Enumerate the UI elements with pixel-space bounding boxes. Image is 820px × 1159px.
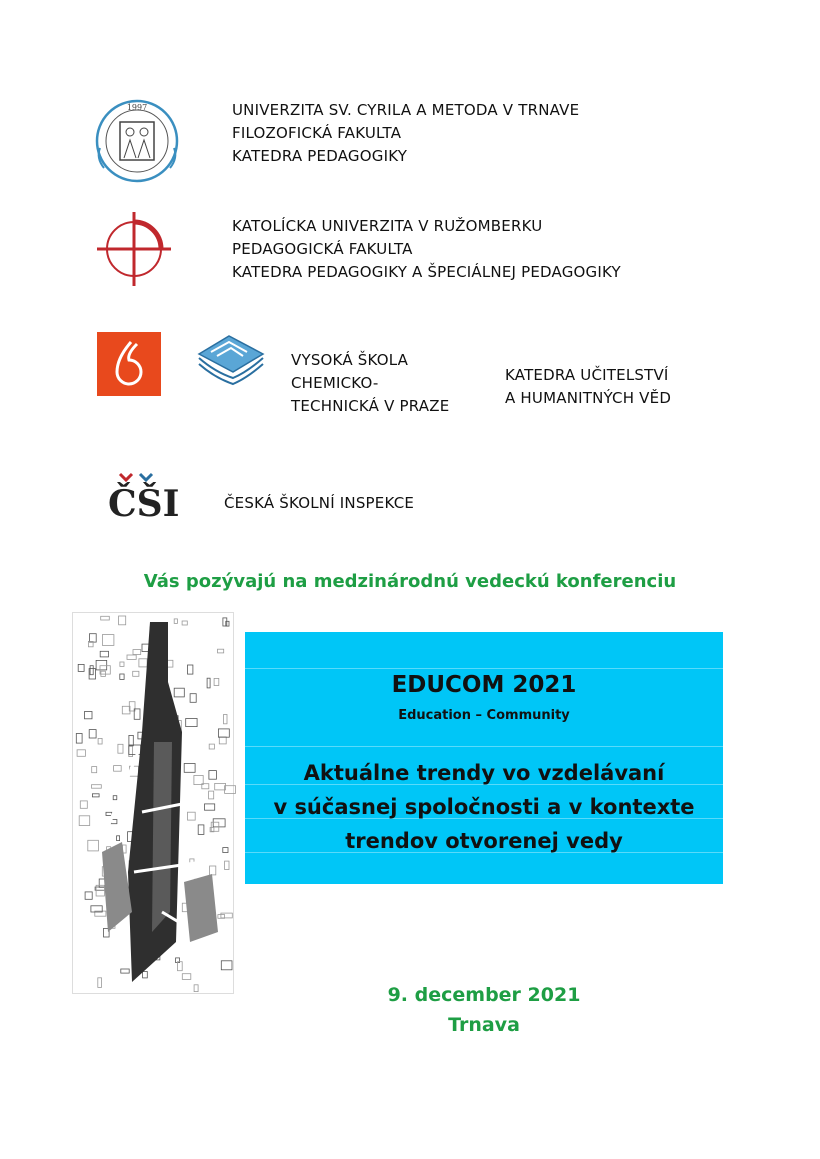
csi-logo-text: ČŠI xyxy=(108,483,180,525)
theme-line: v súčasnej spoločnosti a v kontexte xyxy=(273,795,695,819)
city-map-illustration xyxy=(72,612,234,994)
cross-circle-icon xyxy=(95,210,173,288)
institution-department xyxy=(505,364,671,410)
institution-line: TECHNICKÁ V PRAZE xyxy=(291,397,450,415)
institution-ku xyxy=(232,215,621,284)
institution-line: PEDAGOGICKÁ FAKULTA xyxy=(232,240,413,258)
institution-line: KATOLÍCKA UNIVERZITA V RUŽOMBERKU xyxy=(232,217,543,235)
theme-line: trendov otvorenej vedy xyxy=(345,829,623,853)
event-place: Trnava xyxy=(448,1014,520,1036)
institution-line: KATEDRA UČITELSTVÍ xyxy=(505,366,669,384)
institution-csi xyxy=(224,492,414,515)
conference-title: EDUCOM 2021 xyxy=(391,672,577,698)
conference-subtitle: Education – Community xyxy=(398,708,570,723)
csi-logo-icon xyxy=(106,470,180,525)
event-info xyxy=(245,980,723,1040)
seal-year: 1997 xyxy=(126,103,148,112)
institution-vscht xyxy=(291,349,449,418)
institution-ucm xyxy=(232,99,579,168)
invitation-text: Vás pozývajú na medzinárodnú vedeckú konferenciu xyxy=(143,571,677,592)
conference-banner xyxy=(245,632,723,884)
institution-line: CHEMICKO- xyxy=(291,374,379,392)
event-date: 9. december 2021 xyxy=(387,984,581,1006)
book-wave-icon xyxy=(195,332,267,390)
institution-line: ČESKÁ ŠKOLNÍ INSPEKCE xyxy=(224,494,415,512)
institution-line: A HUMANITNÝCH VĚD xyxy=(505,389,672,407)
vscht-logo-icon xyxy=(97,332,161,396)
ucm-seal-icon xyxy=(94,98,180,184)
conference-theme xyxy=(245,756,723,858)
institution-line: VYSOKÁ ŠKOLA xyxy=(291,351,409,369)
theme-line: Aktuálne trendy vo vzdelávaní xyxy=(303,761,665,785)
institution-line: FILOZOFICKÁ FAKULTA xyxy=(232,124,402,142)
institution-line: KATEDRA PEDAGOGIKY xyxy=(232,147,408,165)
institution-line: UNIVERZITA SV. CYRILA A METODA V TRNAVE xyxy=(232,101,580,119)
institution-line: KATEDRA PEDAGOGIKY A ŠPECIÁLNEJ PEDAGOGIKY xyxy=(232,263,621,281)
